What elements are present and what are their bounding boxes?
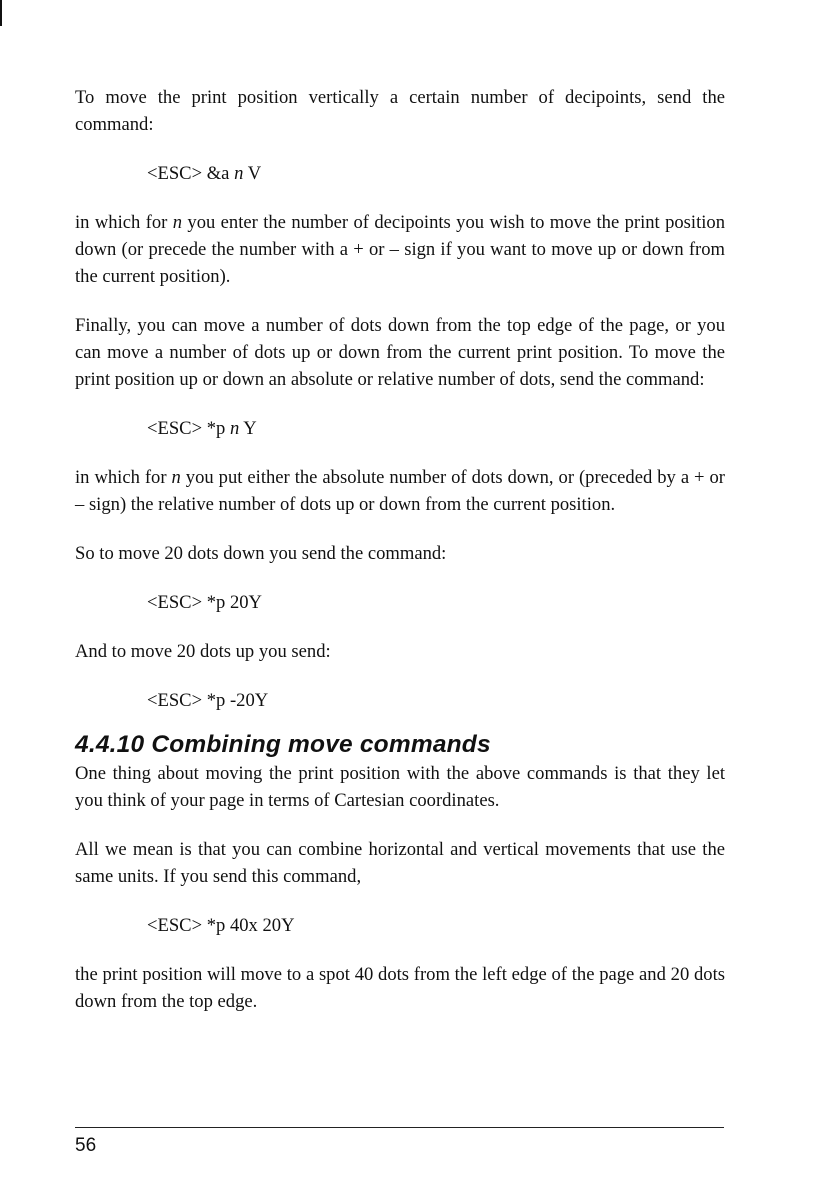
command-text: V xyxy=(243,163,262,184)
paragraph-decipoints-explain xyxy=(75,209,725,290)
paragraph-move-down: So to move 20 dots down you send the command: xyxy=(75,543,447,564)
command-variable: n xyxy=(234,163,244,184)
text-run: you put either the absolute number of dots down, or (preceded by a + or – sign) the relative number of dots up or down from the current position. xyxy=(75,467,726,515)
text-run: in which for xyxy=(75,467,172,488)
scan-margin-mark xyxy=(0,0,2,26)
paragraph-decipoints-intro: To move the print position vertically a certain number of decipoints, send the command: xyxy=(75,87,725,135)
command-decipoints xyxy=(75,160,725,187)
paragraph-dots-intro: Finally, you can move a number of dots down from the top edge of the page, or you can move a number of dots up or down from the current print position. To move the print position up or down an absolute or relative number of dots, send the command: xyxy=(75,315,725,390)
command-combined: <ESC> *p 40x 20Y xyxy=(147,915,295,936)
paragraph-combine: All we mean is that you can combine horizontal and vertical movements that use the same units. If you send this command, xyxy=(75,839,725,887)
paragraph-dots-explain xyxy=(75,464,725,518)
variable-n: n xyxy=(172,212,183,233)
variable-n: n xyxy=(171,467,181,488)
command-text: <ESC> *p xyxy=(147,418,230,439)
page-number: 56 xyxy=(75,1135,97,1156)
command-move-up: <ESC> *p -20Y xyxy=(147,690,269,711)
paragraph-cartesian: One thing about moving the print position with the above commands is that they let you think of your page in terms of Cartesian coordinates. xyxy=(75,763,725,811)
text-run: in which for xyxy=(75,212,173,233)
command-variable: n xyxy=(229,418,240,439)
command-text: Y xyxy=(239,418,257,439)
paragraph-move-up: And to move 20 dots up you send: xyxy=(75,641,331,662)
command-dots xyxy=(75,415,725,442)
command-text: <ESC> &a xyxy=(147,163,235,184)
command-move-down: <ESC> *p 20Y xyxy=(147,592,262,613)
paragraph-result: the print position will move to a spot 40 dots from the left edge of the page and 20 dots down from the top edge. xyxy=(75,964,725,1012)
section-heading: 4.4.10 Combining move commands xyxy=(75,731,491,758)
text-run: you enter the number of decipoints you wish to move the print position down (or precede the number with a + or – sign if you want to move up or down from the current position). xyxy=(75,212,725,287)
footer-rule xyxy=(75,1127,724,1128)
page-body xyxy=(75,84,725,1015)
